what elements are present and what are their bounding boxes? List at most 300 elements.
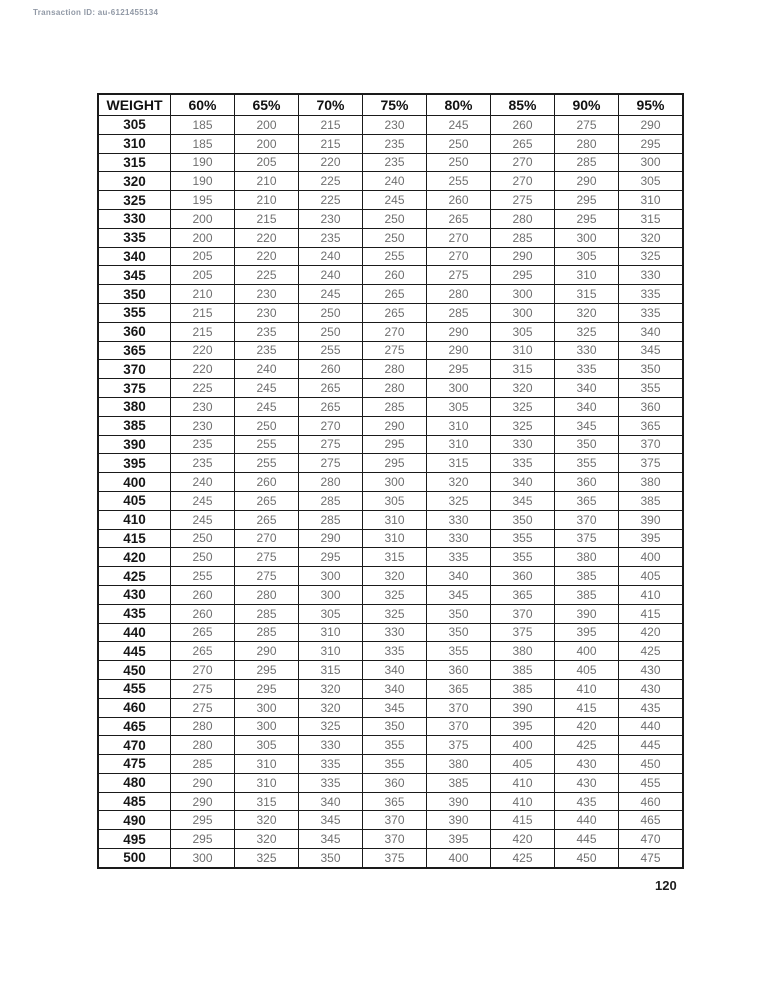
value-cell: 295 [363,435,427,454]
value-cell: 375 [427,736,491,755]
value-cell: 370 [555,510,619,529]
value-cell: 215 [299,116,363,135]
value-cell: 410 [491,792,555,811]
table-row [98,491,683,510]
value-cell: 320 [555,303,619,322]
weight-cell: 350 [98,285,171,304]
value-cell: 375 [619,454,684,473]
value-cell: 390 [427,811,491,830]
value-cell: 450 [555,849,619,868]
value-cell: 310 [235,773,299,792]
value-cell: 375 [491,623,555,642]
value-cell: 290 [363,416,427,435]
value-cell: 360 [363,773,427,792]
value-cell: 410 [555,679,619,698]
table-row [98,755,683,774]
value-cell: 365 [363,792,427,811]
value-cell: 280 [363,379,427,398]
table-row [98,623,683,642]
value-cell: 315 [619,209,684,228]
value-cell: 420 [555,717,619,736]
value-cell: 385 [619,491,684,510]
table-row [98,698,683,717]
value-cell: 230 [235,285,299,304]
value-cell: 250 [299,322,363,341]
value-cell: 250 [171,529,235,548]
value-cell: 385 [555,585,619,604]
value-cell: 315 [235,792,299,811]
value-cell: 355 [491,548,555,567]
value-cell: 210 [171,285,235,304]
weight-cell: 345 [98,266,171,285]
weight-cell: 385 [98,416,171,435]
column-header-weight: WEIGHT [98,94,171,116]
weight-cell: 460 [98,698,171,717]
value-cell: 340 [363,661,427,680]
table-row [98,849,683,868]
table-row [98,209,683,228]
value-cell: 385 [555,567,619,586]
value-cell: 230 [235,303,299,322]
value-cell: 400 [619,548,684,567]
weight-cell: 450 [98,661,171,680]
value-cell: 210 [235,172,299,191]
value-cell: 290 [619,116,684,135]
value-cell: 265 [299,397,363,416]
header-row [98,94,683,116]
value-cell: 320 [235,811,299,830]
value-cell: 230 [363,116,427,135]
value-cell: 315 [555,285,619,304]
value-cell: 420 [491,830,555,849]
weight-cell: 495 [98,830,171,849]
value-cell: 260 [235,473,299,492]
value-cell: 370 [619,435,684,454]
value-cell: 295 [171,811,235,830]
value-cell: 405 [491,755,555,774]
value-cell: 215 [171,303,235,322]
weight-cell: 340 [98,247,171,266]
value-cell: 310 [363,510,427,529]
value-cell: 260 [171,585,235,604]
table-body [98,116,683,868]
value-cell: 390 [555,604,619,623]
weight-cell: 425 [98,567,171,586]
value-cell: 345 [299,811,363,830]
value-cell: 445 [555,830,619,849]
table-row [98,134,683,153]
value-cell: 255 [427,172,491,191]
weight-cell: 330 [98,209,171,228]
value-cell: 380 [555,548,619,567]
table-row [98,228,683,247]
table-row [98,379,683,398]
value-cell: 300 [427,379,491,398]
value-cell: 305 [619,172,684,191]
value-cell: 265 [363,285,427,304]
weight-cell: 310 [98,134,171,153]
value-cell: 285 [299,491,363,510]
value-cell: 265 [235,491,299,510]
value-cell: 215 [235,209,299,228]
value-cell: 340 [619,322,684,341]
value-cell: 335 [427,548,491,567]
value-cell: 305 [363,491,427,510]
value-cell: 285 [235,604,299,623]
table-row [98,360,683,379]
value-cell: 215 [171,322,235,341]
value-cell: 265 [171,623,235,642]
value-cell: 455 [619,773,684,792]
value-cell: 285 [363,397,427,416]
column-header: 75% [363,94,427,116]
value-cell: 205 [171,266,235,285]
value-cell: 290 [491,247,555,266]
value-cell: 290 [171,792,235,811]
value-cell: 200 [171,209,235,228]
value-cell: 315 [491,360,555,379]
value-cell: 415 [619,604,684,623]
table-row [98,473,683,492]
value-cell: 310 [427,435,491,454]
table-row [98,435,683,454]
value-cell: 330 [427,529,491,548]
value-cell: 385 [491,661,555,680]
value-cell: 350 [427,604,491,623]
value-cell: 310 [235,755,299,774]
value-cell: 360 [427,661,491,680]
table-row [98,116,683,135]
value-cell: 330 [619,266,684,285]
column-header: 80% [427,94,491,116]
value-cell: 305 [235,736,299,755]
value-cell: 280 [171,736,235,755]
weight-cell: 335 [98,228,171,247]
value-cell: 195 [171,191,235,210]
value-cell: 290 [299,529,363,548]
value-cell: 265 [299,379,363,398]
weight-cell: 370 [98,360,171,379]
page-number: 120 [655,878,677,893]
value-cell: 190 [171,153,235,172]
weight-cell: 320 [98,172,171,191]
value-cell: 280 [555,134,619,153]
value-cell: 325 [235,849,299,868]
weight-cell: 485 [98,792,171,811]
value-cell: 355 [555,454,619,473]
table-row [98,604,683,623]
value-cell: 325 [427,491,491,510]
value-cell: 355 [363,736,427,755]
value-cell: 295 [299,548,363,567]
value-cell: 425 [491,849,555,868]
table-row [98,585,683,604]
table-row [98,191,683,210]
value-cell: 240 [299,266,363,285]
weight-cell: 360 [98,322,171,341]
value-cell: 220 [235,228,299,247]
weight-cell: 500 [98,849,171,868]
value-cell: 350 [363,717,427,736]
value-cell: 280 [363,360,427,379]
value-cell: 420 [619,623,684,642]
value-cell: 430 [619,679,684,698]
value-cell: 415 [491,811,555,830]
value-cell: 270 [363,322,427,341]
value-cell: 340 [491,473,555,492]
table-row [98,736,683,755]
weight-cell: 405 [98,491,171,510]
value-cell: 450 [619,755,684,774]
value-cell: 365 [555,491,619,510]
value-cell: 410 [619,585,684,604]
value-cell: 325 [299,717,363,736]
value-cell: 235 [363,153,427,172]
value-cell: 275 [235,548,299,567]
table-row [98,830,683,849]
value-cell: 300 [235,698,299,717]
value-cell: 200 [171,228,235,247]
value-cell: 240 [299,247,363,266]
value-cell: 220 [171,341,235,360]
value-cell: 325 [491,397,555,416]
value-cell: 250 [363,228,427,247]
table-row [98,397,683,416]
value-cell: 270 [299,416,363,435]
value-cell: 375 [363,849,427,868]
value-cell: 305 [299,604,363,623]
value-cell: 250 [299,303,363,322]
value-cell: 425 [619,642,684,661]
value-cell: 415 [555,698,619,717]
value-cell: 335 [619,285,684,304]
column-header: 85% [491,94,555,116]
value-cell: 225 [299,191,363,210]
table-row [98,717,683,736]
value-cell: 330 [363,623,427,642]
value-cell: 265 [171,642,235,661]
value-cell: 275 [555,116,619,135]
value-cell: 380 [491,642,555,661]
table-row [98,153,683,172]
value-cell: 285 [235,623,299,642]
value-cell: 385 [427,773,491,792]
value-cell: 370 [491,604,555,623]
value-cell: 295 [555,191,619,210]
value-cell: 300 [555,228,619,247]
value-cell: 235 [171,454,235,473]
value-cell: 300 [491,303,555,322]
weight-cell: 395 [98,454,171,473]
value-cell: 300 [235,717,299,736]
value-cell: 435 [555,792,619,811]
value-cell: 285 [171,755,235,774]
value-cell: 345 [427,585,491,604]
value-cell: 395 [427,830,491,849]
value-cell: 285 [555,153,619,172]
value-cell: 325 [363,604,427,623]
value-cell: 445 [619,736,684,755]
value-cell: 255 [171,567,235,586]
value-cell: 225 [299,172,363,191]
value-cell: 325 [555,322,619,341]
table-container [97,93,684,869]
value-cell: 270 [427,228,491,247]
value-cell: 230 [299,209,363,228]
value-cell: 385 [491,679,555,698]
value-cell: 370 [427,698,491,717]
weight-cell: 440 [98,623,171,642]
value-cell: 430 [555,755,619,774]
value-cell: 280 [235,585,299,604]
table-row [98,416,683,435]
value-cell: 400 [491,736,555,755]
value-cell: 310 [555,266,619,285]
value-cell: 290 [235,642,299,661]
weight-cell: 480 [98,773,171,792]
value-cell: 220 [299,153,363,172]
value-cell: 275 [235,567,299,586]
value-cell: 340 [555,379,619,398]
weight-cell: 355 [98,303,171,322]
table-row [98,792,683,811]
weight-cell: 420 [98,548,171,567]
value-cell: 310 [299,642,363,661]
table-row [98,285,683,304]
value-cell: 250 [235,416,299,435]
value-cell: 295 [619,134,684,153]
table-row [98,172,683,191]
value-cell: 370 [363,830,427,849]
value-cell: 255 [235,435,299,454]
value-cell: 270 [491,172,555,191]
value-cell: 295 [491,266,555,285]
weight-cell: 465 [98,717,171,736]
value-cell: 435 [619,698,684,717]
value-cell: 245 [171,491,235,510]
table-row [98,529,683,548]
weight-cell: 380 [98,397,171,416]
value-cell: 470 [619,830,684,849]
value-cell: 410 [491,773,555,792]
weight-cell: 365 [98,341,171,360]
value-cell: 330 [555,341,619,360]
value-cell: 235 [299,228,363,247]
value-cell: 220 [235,247,299,266]
value-cell: 260 [299,360,363,379]
column-header: 65% [235,94,299,116]
value-cell: 405 [555,661,619,680]
table-row [98,642,683,661]
value-cell: 340 [363,679,427,698]
table-row [98,661,683,680]
weight-cell: 430 [98,585,171,604]
value-cell: 350 [491,510,555,529]
value-cell: 265 [491,134,555,153]
value-cell: 235 [235,341,299,360]
weight-percentage-table [97,93,684,869]
value-cell: 300 [171,849,235,868]
value-cell: 350 [427,623,491,642]
column-header: 95% [619,94,684,116]
value-cell: 275 [299,454,363,473]
weight-cell: 490 [98,811,171,830]
value-cell: 205 [235,153,299,172]
value-cell: 185 [171,134,235,153]
value-cell: 300 [299,567,363,586]
weight-cell: 400 [98,473,171,492]
value-cell: 365 [491,585,555,604]
value-cell: 345 [619,341,684,360]
value-cell: 350 [619,360,684,379]
table-row [98,548,683,567]
value-cell: 245 [171,510,235,529]
value-cell: 240 [171,473,235,492]
value-cell: 460 [619,792,684,811]
value-cell: 200 [235,134,299,153]
value-cell: 295 [363,454,427,473]
value-cell: 275 [171,698,235,717]
value-cell: 230 [171,397,235,416]
value-cell: 340 [427,567,491,586]
table-row [98,811,683,830]
value-cell: 280 [299,473,363,492]
value-cell: 305 [491,322,555,341]
value-cell: 235 [235,322,299,341]
value-cell: 285 [299,510,363,529]
value-cell: 350 [555,435,619,454]
value-cell: 345 [363,698,427,717]
value-cell: 275 [363,341,427,360]
value-cell: 205 [171,247,235,266]
value-cell: 380 [619,473,684,492]
value-cell: 355 [363,755,427,774]
value-cell: 430 [619,661,684,680]
value-cell: 270 [491,153,555,172]
column-header: 90% [555,94,619,116]
value-cell: 230 [171,416,235,435]
value-cell: 365 [619,416,684,435]
value-cell: 355 [427,642,491,661]
table-row [98,266,683,285]
table-row [98,567,683,586]
value-cell: 440 [555,811,619,830]
value-cell: 250 [363,209,427,228]
weight-cell: 375 [98,379,171,398]
value-cell: 390 [491,698,555,717]
value-cell: 425 [555,736,619,755]
value-cell: 290 [555,172,619,191]
value-cell: 320 [299,698,363,717]
value-cell: 260 [427,191,491,210]
value-cell: 370 [427,717,491,736]
table-header [98,94,683,116]
value-cell: 350 [299,849,363,868]
value-cell: 315 [363,548,427,567]
value-cell: 325 [363,585,427,604]
value-cell: 355 [619,379,684,398]
value-cell: 245 [427,116,491,135]
value-cell: 295 [555,209,619,228]
value-cell: 305 [555,247,619,266]
value-cell: 295 [235,661,299,680]
value-cell: 315 [427,454,491,473]
value-cell: 405 [619,567,684,586]
value-cell: 260 [363,266,427,285]
value-cell: 335 [555,360,619,379]
value-cell: 265 [363,303,427,322]
value-cell: 250 [427,134,491,153]
